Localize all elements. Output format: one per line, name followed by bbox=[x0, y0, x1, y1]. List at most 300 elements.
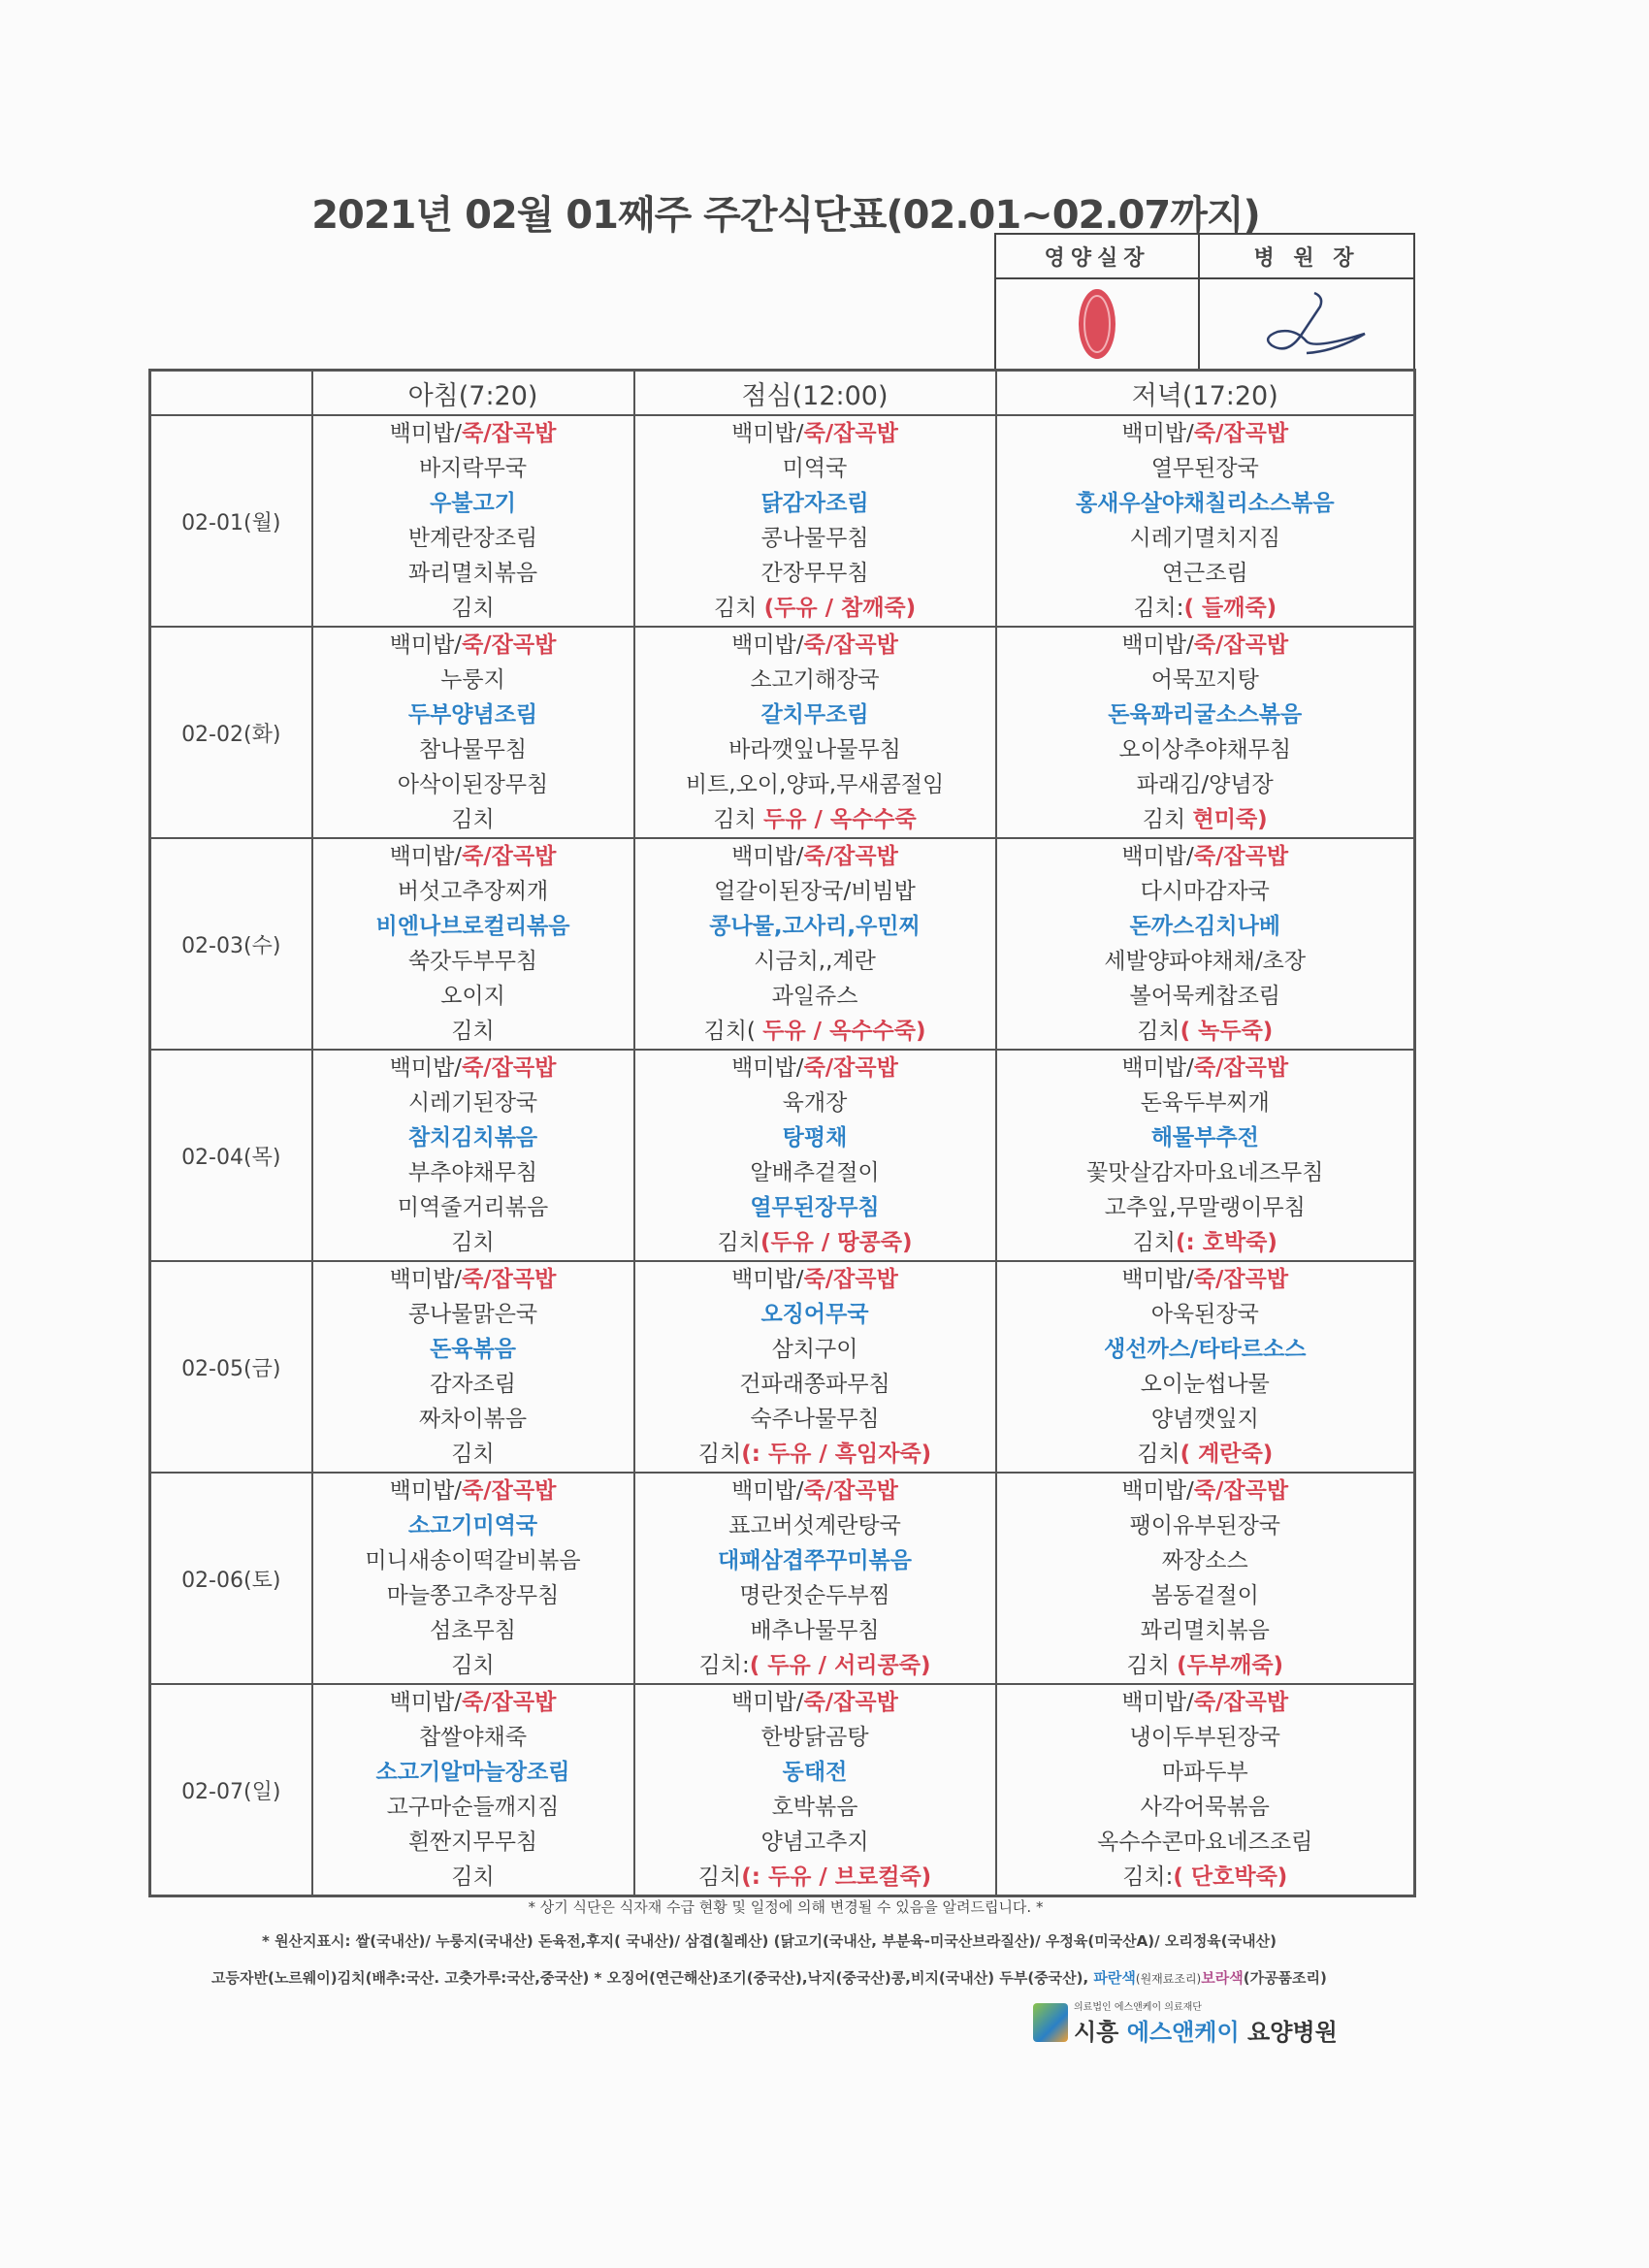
menu-item bbox=[635, 839, 995, 874]
menu-item-text: ( 단호박죽) bbox=[1173, 1864, 1288, 1890]
table-row bbox=[150, 1050, 1415, 1261]
menu-item bbox=[313, 979, 633, 1014]
menu-item-text: (: 호박죽) bbox=[1176, 1230, 1277, 1255]
lunch-cell bbox=[634, 415, 996, 627]
column-header bbox=[150, 371, 312, 416]
menu-item bbox=[313, 1474, 633, 1508]
menu-item-text: (두유 / 땅콩죽) bbox=[760, 1230, 913, 1255]
notice-text: * 상기 식단은 식자재 수급 현황 및 일정에 의해 변경될 수 있음을 알려드립니다. * bbox=[528, 1898, 1044, 1916]
menu-item bbox=[635, 1578, 995, 1613]
menu-item-text: 꽈리멸치볶음 bbox=[1140, 1618, 1270, 1643]
menu-item-text: 비엔나브로컬리볶음 bbox=[375, 914, 570, 939]
breakfast-cell bbox=[312, 1684, 634, 1896]
menu-item-text: 시레기멸치지짐 bbox=[1129, 526, 1281, 551]
menu-item-text: 꽈리멸치볶음 bbox=[407, 561, 538, 586]
menu-item-text: 명란젓순두부찜 bbox=[739, 1583, 890, 1608]
menu-item bbox=[635, 732, 995, 767]
menu-item bbox=[313, 1297, 633, 1332]
menu-item bbox=[635, 1474, 995, 1508]
menu-item bbox=[997, 1085, 1414, 1120]
menu-item bbox=[997, 944, 1414, 979]
menu-item-text: 김치: bbox=[1122, 1864, 1174, 1890]
menu-item bbox=[313, 1225, 633, 1260]
hospital-logo bbox=[1033, 1998, 1338, 2047]
menu-item bbox=[313, 839, 633, 874]
menu-item bbox=[635, 1825, 995, 1860]
menu-item-text: (: 두유 / 흑임자죽) bbox=[741, 1442, 932, 1467]
menu-item-text: 죽/잡곡밥 bbox=[462, 421, 557, 446]
menu-item-text: 오징어무국 bbox=[760, 1302, 869, 1327]
menu-item-text: 죽/잡곡밥 bbox=[803, 1478, 898, 1504]
menu-item bbox=[635, 1262, 995, 1297]
menu-item bbox=[997, 839, 1414, 874]
menu-item-text: 죽/잡곡밥 bbox=[1193, 844, 1289, 869]
menu-item-text: 고추잎,무말랭이무침 bbox=[1104, 1195, 1306, 1220]
dinner-cell bbox=[996, 627, 1415, 838]
header-row bbox=[150, 371, 1415, 416]
menu-item bbox=[997, 1332, 1414, 1367]
menu-item bbox=[313, 874, 633, 909]
menu-item bbox=[635, 1120, 995, 1155]
dinner-cell bbox=[996, 1261, 1415, 1473]
menu-item bbox=[313, 1720, 633, 1755]
menu-item bbox=[997, 802, 1414, 837]
menu-item bbox=[997, 1685, 1414, 1720]
menu-item bbox=[997, 1190, 1414, 1225]
menu-item-text: 백미밥/ bbox=[389, 1055, 463, 1081]
menu-item bbox=[313, 1332, 633, 1367]
menu-item bbox=[997, 979, 1414, 1014]
menu-item bbox=[313, 628, 633, 663]
menu-item-text: 콩나물무침 bbox=[760, 526, 869, 551]
menu-item bbox=[635, 1613, 995, 1648]
menu-item-text: 백미밥/ bbox=[1121, 632, 1194, 658]
menu-item-text: 볼어묵케찹조림 bbox=[1129, 984, 1281, 1009]
menu-item-text: 김치 bbox=[451, 1653, 495, 1678]
menu-item-text: 백미밥/ bbox=[731, 632, 804, 658]
menu-item bbox=[997, 732, 1414, 767]
menu-item-text: 육개장 bbox=[782, 1090, 848, 1116]
menu-item-text: 죽/잡곡밥 bbox=[462, 1478, 557, 1504]
menu-item-text: 표고버섯계란탕국 bbox=[728, 1513, 901, 1539]
menu-item-text: 김치 bbox=[451, 596, 495, 621]
menu-item bbox=[313, 1085, 633, 1120]
menu-item bbox=[997, 1120, 1414, 1155]
menu-item-text: 열무된장무침 bbox=[750, 1195, 880, 1220]
menu-item-text: 김치 bbox=[697, 1442, 742, 1467]
menu-item-text: 김치 bbox=[713, 807, 763, 832]
menu-item-text: 백미밥/ bbox=[1121, 1478, 1194, 1504]
menu-item bbox=[313, 1051, 633, 1085]
menu-item bbox=[635, 591, 995, 626]
menu-item-text: 김치: bbox=[698, 1653, 750, 1678]
menu-item bbox=[313, 1790, 633, 1825]
menu-item-text: 쑥갓두부무침 bbox=[407, 949, 538, 974]
menu-item bbox=[635, 1402, 995, 1437]
menu-item-text: 김치 bbox=[1137, 1442, 1180, 1467]
menu-item-text: 시금치,,계란 bbox=[754, 949, 876, 974]
menu-item bbox=[635, 697, 995, 732]
dinner-cell bbox=[996, 1684, 1415, 1896]
dinner-cell bbox=[996, 1050, 1415, 1261]
menu-item-text: 두유 / 옥수수죽 bbox=[763, 807, 917, 832]
menu-item bbox=[997, 1051, 1414, 1085]
menu-item-text: 미역줄거리볶음 bbox=[397, 1195, 549, 1220]
menu-item bbox=[997, 663, 1414, 697]
menu-item bbox=[635, 1508, 995, 1543]
menu-item-text: 백미밥/ bbox=[1121, 1055, 1194, 1081]
menu-item-text: 양념깻잎지 bbox=[1150, 1407, 1259, 1432]
menu-item bbox=[313, 416, 633, 451]
column-header: 아침(7:20) bbox=[312, 371, 634, 416]
menu-item-text: 김치 bbox=[1142, 807, 1193, 832]
menu-item bbox=[997, 874, 1414, 909]
menu-item bbox=[635, 521, 995, 556]
menu-item-text: 마파두부 bbox=[1161, 1760, 1248, 1785]
menu-item bbox=[997, 767, 1414, 802]
red-seal-icon bbox=[1076, 286, 1118, 362]
menu-item-text: 백미밥/ bbox=[1121, 844, 1194, 869]
origin-text-2 bbox=[211, 1967, 1327, 1988]
table-row bbox=[150, 1473, 1415, 1684]
menu-item bbox=[997, 451, 1414, 486]
menu-item-text: 죽/잡곡밥 bbox=[1193, 1267, 1289, 1292]
menu-item-text: 김치 bbox=[451, 807, 495, 832]
menu-item bbox=[313, 1190, 633, 1225]
menu-item-text: 섬초무침 bbox=[430, 1618, 516, 1643]
signature-icon bbox=[1239, 285, 1374, 363]
menu-item bbox=[997, 1262, 1414, 1297]
menu-item bbox=[313, 451, 633, 486]
menu-item-text: 냉이두부된장국 bbox=[1129, 1725, 1281, 1750]
menu-item-text: 소고기알마늘장조림 bbox=[375, 1760, 570, 1785]
menu-item bbox=[313, 1120, 633, 1155]
menu-item bbox=[635, 1685, 995, 1720]
menu-item-text: 반계란장조림 bbox=[407, 526, 538, 551]
menu-item-text: 찹쌀야채죽 bbox=[418, 1725, 528, 1750]
menu-item-text: 흰짠지무무침 bbox=[407, 1830, 538, 1855]
menu-item-text: 팽이유부된장국 bbox=[1129, 1513, 1281, 1539]
menu-item bbox=[635, 979, 995, 1014]
menu-item-text: 한방닭곰탕 bbox=[760, 1725, 869, 1750]
menu-item bbox=[313, 1648, 633, 1683]
menu-item bbox=[997, 1014, 1414, 1049]
menu-item-text: 죽/잡곡밥 bbox=[1193, 1478, 1289, 1504]
menu-item bbox=[997, 1508, 1414, 1543]
menu-item bbox=[997, 1578, 1414, 1613]
menu-item bbox=[997, 1648, 1414, 1683]
menu-item-text: 현미죽) bbox=[1192, 807, 1268, 832]
menu-item-text: (: 두유 / 브로컬죽) bbox=[741, 1864, 932, 1890]
menu-item bbox=[635, 1332, 995, 1367]
menu-item bbox=[997, 1860, 1414, 1895]
menu-item-text: 죽/잡곡밥 bbox=[462, 1267, 557, 1292]
menu-item bbox=[997, 1225, 1414, 1260]
menu-item-text: 짜차이볶음 bbox=[418, 1407, 528, 1432]
menu-item-text: 미니새송이떡갈비볶음 bbox=[365, 1548, 581, 1573]
menu-item bbox=[635, 556, 995, 591]
menu-item-text: 돈육두부찌개 bbox=[1140, 1090, 1270, 1116]
menu-item bbox=[635, 1755, 995, 1790]
menu-item-text: 콩나물,고사리,우민찌 bbox=[709, 914, 921, 939]
menu-item-text: 김치 bbox=[1132, 1230, 1177, 1255]
menu-item-text: 버섯고추장찌개 bbox=[397, 879, 549, 904]
origin-text: * 원산지표시: 쌀(국내산)/ 누룽지(국내산) 돈육전,후지( 국내산)/ 삼겹(칠레산) (닭고기(국내산, 부분육-미국산브라질산)/ 우정육(미국산A)/ 오리정육(국내산) bbox=[262, 1932, 1277, 1950]
menu-item-text: 미역국 bbox=[782, 456, 848, 481]
menu-table bbox=[148, 369, 1416, 1897]
menu-item-text: 죽/잡곡밥 bbox=[803, 844, 898, 869]
menu-item-text: (두유 / 참깨죽) bbox=[763, 596, 917, 621]
menu-item-text: 비트,오이,양파,무새콤절임 bbox=[685, 772, 945, 797]
menu-item-text: 다시마감자국 bbox=[1140, 879, 1270, 904]
menu-item-text: 두유 / 옥수수죽) bbox=[762, 1019, 926, 1044]
menu-item-text: 꽃맛살감자마요네즈무침 bbox=[1086, 1160, 1324, 1185]
menu-item bbox=[635, 1014, 995, 1049]
menu-item-text: 시레기된장국 bbox=[407, 1090, 538, 1116]
menu-item bbox=[635, 1437, 995, 1472]
date-cell: 02-03(수) bbox=[150, 838, 312, 1050]
menu-item-text: 아욱된장국 bbox=[1150, 1302, 1259, 1327]
menu-item bbox=[313, 732, 633, 767]
menu-item-text: 김치 bbox=[713, 596, 764, 621]
menu-item bbox=[635, 628, 995, 663]
logo-icon bbox=[1033, 2003, 1068, 2042]
menu-item-text: 죽/잡곡밥 bbox=[803, 421, 898, 446]
menu-item bbox=[997, 1402, 1414, 1437]
menu-item bbox=[997, 1720, 1414, 1755]
dinner-cell bbox=[996, 1473, 1415, 1684]
menu-item bbox=[313, 1262, 633, 1297]
legend-blue-desc: (원재료조리) bbox=[1135, 1972, 1202, 1986]
menu-item bbox=[997, 1155, 1414, 1190]
menu-item bbox=[997, 591, 1414, 626]
menu-item bbox=[313, 909, 633, 944]
table-row bbox=[150, 838, 1415, 1050]
dinner-cell bbox=[996, 415, 1415, 627]
menu-item-text: 백미밥/ bbox=[389, 844, 463, 869]
menu-item-text: 김치 bbox=[717, 1230, 760, 1255]
menu-item bbox=[635, 451, 995, 486]
menu-item-text: 죽/잡곡밥 bbox=[1193, 1055, 1289, 1081]
menu-item-text: (두부깨죽) bbox=[1177, 1653, 1284, 1678]
menu-item-text: 백미밥/ bbox=[731, 844, 804, 869]
menu-item-text: 오이눈썹나물 bbox=[1140, 1372, 1270, 1397]
breakfast-cell bbox=[312, 627, 634, 838]
menu-item-text: 해물부추전 bbox=[1150, 1125, 1259, 1150]
menu-item-text: 백미밥/ bbox=[731, 1478, 804, 1504]
menu-item-text: 세발양파야채채/초장 bbox=[1104, 949, 1307, 974]
menu-item-text: 백미밥/ bbox=[389, 1478, 463, 1504]
menu-item bbox=[635, 1085, 995, 1120]
menu-item bbox=[635, 1367, 995, 1402]
menu-item-text: 바지락무국 bbox=[418, 456, 528, 481]
menu-item bbox=[635, 416, 995, 451]
menu-item-text: 부추야채무침 bbox=[407, 1160, 538, 1185]
menu-item bbox=[313, 697, 633, 732]
lunch-cell bbox=[634, 627, 996, 838]
menu-item bbox=[313, 1402, 633, 1437]
menu-item bbox=[313, 591, 633, 626]
menu-item bbox=[997, 521, 1414, 556]
menu-item bbox=[313, 1543, 633, 1578]
menu-item bbox=[635, 1543, 995, 1578]
menu-item bbox=[997, 628, 1414, 663]
menu-item-text: 삼치구이 bbox=[771, 1337, 858, 1362]
menu-item-text: 소고기미역국 bbox=[407, 1513, 538, 1539]
menu-item bbox=[313, 767, 633, 802]
menu-item bbox=[313, 802, 633, 837]
menu-item bbox=[635, 486, 995, 521]
menu-item bbox=[635, 1860, 995, 1895]
menu-item bbox=[313, 486, 633, 521]
breakfast-cell bbox=[312, 1473, 634, 1684]
menu-item-text: 건파래쫑파무침 bbox=[739, 1372, 890, 1397]
breakfast-cell bbox=[312, 838, 634, 1050]
dinner-cell bbox=[996, 838, 1415, 1050]
logo-subtitle: 의료법인 에스앤케이 의료재단 bbox=[1074, 2002, 1202, 2013]
lunch-cell bbox=[634, 1261, 996, 1473]
menu-item-text: 죽/잡곡밥 bbox=[462, 1055, 557, 1081]
menu-item bbox=[635, 1190, 995, 1225]
menu-item bbox=[635, 944, 995, 979]
menu-item-text: 죽/잡곡밥 bbox=[462, 844, 557, 869]
menu-item-text: 죽/잡곡밥 bbox=[1193, 632, 1289, 658]
menu-item bbox=[635, 767, 995, 802]
menu-item-text: 백미밥/ bbox=[1121, 1690, 1194, 1715]
breakfast-cell bbox=[312, 1050, 634, 1261]
menu-item bbox=[997, 1543, 1414, 1578]
date-cell: 02-06(토) bbox=[150, 1473, 312, 1684]
menu-item bbox=[313, 1014, 633, 1049]
date-cell: 02-04(목) bbox=[150, 1050, 312, 1261]
menu-item-text: 짜장소스 bbox=[1161, 1548, 1248, 1573]
menu-item bbox=[313, 1755, 633, 1790]
menu-item-text: 김치 bbox=[451, 1230, 495, 1255]
table-row bbox=[150, 415, 1415, 627]
menu-item-text: 백미밥/ bbox=[1121, 421, 1194, 446]
menu-item-text: 죽/잡곡밥 bbox=[803, 632, 898, 658]
menu-item-text: 마늘쫑고추장무침 bbox=[386, 1583, 560, 1608]
menu-item-text: ( 두유 / 서리콩죽) bbox=[749, 1653, 931, 1678]
menu-item bbox=[313, 1508, 633, 1543]
menu-item-text: 아삭이된장무침 bbox=[397, 772, 549, 797]
menu-item-text: 죽/잡곡밥 bbox=[1193, 1690, 1289, 1715]
menu-item bbox=[997, 1790, 1414, 1825]
menu-item-text: ( 들깨죽) bbox=[1183, 596, 1277, 621]
menu-item bbox=[997, 416, 1414, 451]
menu-item-text: 우불고기 bbox=[430, 491, 516, 516]
stamp bbox=[996, 279, 1200, 369]
logo-name-suffix: 요양병원 bbox=[1239, 2019, 1338, 2046]
logo-name bbox=[1074, 2013, 1338, 2047]
legend-blue: 파란색 bbox=[1093, 1969, 1136, 1987]
menu-item bbox=[635, 1155, 995, 1190]
legend-purple: 보라색 bbox=[1201, 1969, 1244, 1987]
menu-item-text: 두부양념조림 bbox=[407, 702, 538, 728]
menu-item-text: 배추나물무침 bbox=[750, 1618, 880, 1643]
menu-item-text: 연근조림 bbox=[1161, 561, 1248, 586]
menu-item bbox=[997, 486, 1414, 521]
date-cell: 02-05(금) bbox=[150, 1261, 312, 1473]
menu-item-text: 홍새우살야채칠리소스볶음 bbox=[1075, 491, 1335, 516]
menu-item-text: 돈육볶음 bbox=[430, 1337, 516, 1362]
menu-item bbox=[313, 1613, 633, 1648]
menu-item bbox=[635, 1225, 995, 1260]
menu-item bbox=[635, 1720, 995, 1755]
table-row bbox=[150, 1684, 1415, 1896]
table-row bbox=[150, 1261, 1415, 1473]
lunch-cell bbox=[634, 1050, 996, 1261]
menu-item-text: 백미밥/ bbox=[731, 421, 804, 446]
logo-name-highlight: 에스앤케이 bbox=[1126, 2019, 1240, 2046]
menu-item-text: 동태전 bbox=[782, 1760, 848, 1785]
menu-item bbox=[997, 1755, 1414, 1790]
menu-item bbox=[313, 1155, 633, 1190]
menu-item bbox=[313, 521, 633, 556]
menu-item-text: 김치 bbox=[451, 1019, 495, 1044]
menu-item bbox=[635, 1051, 995, 1085]
menu-item-text: 백미밥/ bbox=[731, 1267, 804, 1292]
menu-item-text: 봄동겉절이 bbox=[1150, 1583, 1259, 1608]
menu-item-text: 갈치무조림 bbox=[760, 702, 869, 728]
menu-item-text: 김치 bbox=[697, 1864, 742, 1890]
menu-item-text: 백미밥/ bbox=[389, 1267, 463, 1292]
table-row bbox=[150, 627, 1415, 838]
menu-item-text: 대패삼겹쭈꾸미볶음 bbox=[718, 1548, 912, 1573]
menu-item-text: 오이지 bbox=[440, 984, 505, 1009]
menu-item-text: 사각어묵볶음 bbox=[1140, 1795, 1270, 1820]
menu-item bbox=[997, 697, 1414, 732]
menu-item-text: 소고기해장국 bbox=[750, 667, 880, 693]
breakfast-cell bbox=[312, 1261, 634, 1473]
lunch-cell bbox=[634, 838, 996, 1050]
menu-item bbox=[997, 909, 1414, 944]
menu-item bbox=[313, 663, 633, 697]
menu-item bbox=[313, 944, 633, 979]
menu-item-text: 돈까스김치나베 bbox=[1129, 914, 1281, 939]
director-label: 병 원 장 bbox=[1200, 235, 1413, 279]
menu-item bbox=[313, 1578, 633, 1613]
origin-text-2-main: 고등자반(노르웨이)김치(배추:국산. 고춧가루:국산,중국산) * 오징어(연근해산)조기(중국산),낙지(중국산)콩,비지(국내산) 두부(중국산), bbox=[211, 1969, 1094, 1987]
menu-item-text: 닭감자조림 bbox=[760, 491, 869, 516]
menu-item-text: 어묵꼬지탕 bbox=[1150, 667, 1259, 693]
menu-item bbox=[997, 1297, 1414, 1332]
menu-item-text: 백미밥/ bbox=[731, 1055, 804, 1081]
menu-item-text: 감자조림 bbox=[430, 1372, 516, 1397]
menu-item-text: 죽/잡곡밥 bbox=[462, 632, 557, 658]
menu-item-text: 양념고추지 bbox=[760, 1830, 869, 1855]
menu-item-text: 죽/잡곡밥 bbox=[803, 1267, 898, 1292]
menu-item bbox=[313, 1367, 633, 1402]
menu-item-text: 죽/잡곡밥 bbox=[803, 1690, 898, 1715]
menu-item bbox=[635, 663, 995, 697]
lunch-cell bbox=[634, 1473, 996, 1684]
menu-item-text: 김치 bbox=[1137, 1019, 1180, 1044]
menu-item-text: 옥수수콘마요네즈조림 bbox=[1097, 1830, 1313, 1855]
menu-item bbox=[635, 909, 995, 944]
menu-item bbox=[635, 802, 995, 837]
menu-item-text: 누룽지 bbox=[440, 667, 505, 693]
menu-item-text: 죽/잡곡밥 bbox=[1193, 421, 1289, 446]
menu-item-text: 김치: bbox=[1133, 596, 1184, 621]
menu-item-text: 알배추겉절이 bbox=[750, 1160, 880, 1185]
lunch-cell bbox=[634, 1684, 996, 1896]
column-header: 저녁(17:20) bbox=[996, 371, 1415, 416]
menu-item-text: 백미밥/ bbox=[389, 421, 463, 446]
menu-item bbox=[997, 1474, 1414, 1508]
menu-item-text: 호박볶음 bbox=[771, 1795, 858, 1820]
nutrition-head-label: 영양실장 bbox=[996, 235, 1200, 279]
